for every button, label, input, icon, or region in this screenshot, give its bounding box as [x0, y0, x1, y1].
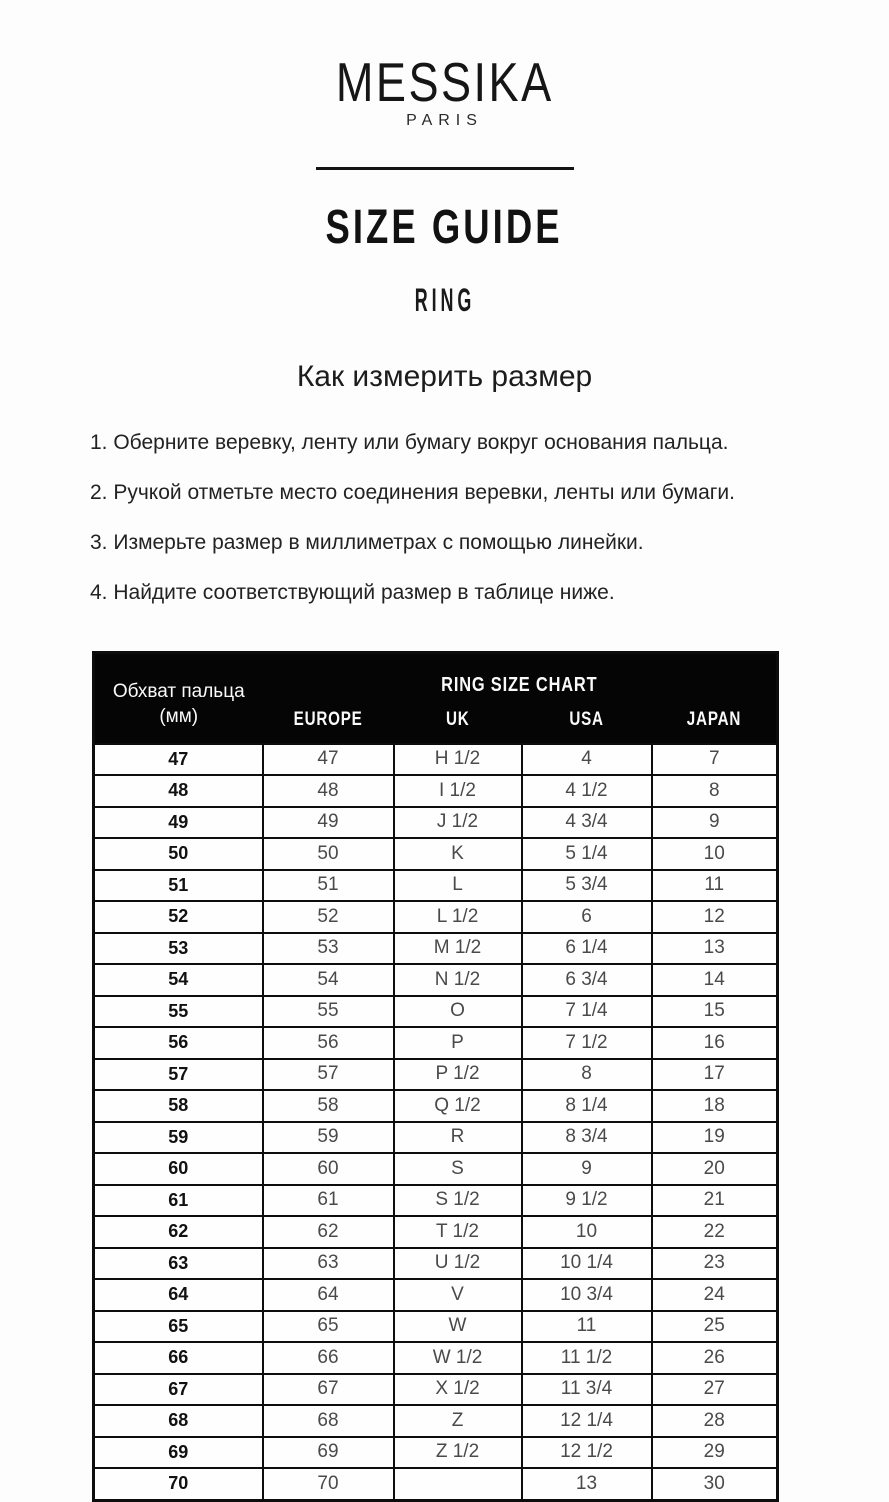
- page-title: SIZE GUIDE: [325, 201, 564, 254]
- cell-europe: 62: [263, 1216, 394, 1248]
- table-row: [94, 996, 778, 1028]
- table-row: [94, 775, 778, 807]
- cell-japan: 18: [652, 1090, 778, 1122]
- cell-usa: 9: [522, 1153, 652, 1185]
- cell-usa: 7 1/2: [522, 1027, 652, 1059]
- instruction-step-4: 4. Найдите соответствующий размер в таблице ниже.: [90, 581, 615, 605]
- cell-europe: 70: [263, 1468, 394, 1500]
- cell-usa: 7 1/4: [522, 996, 652, 1028]
- cell-europe: 61: [263, 1185, 394, 1217]
- table-header: [94, 653, 778, 744]
- cell-europe: 49: [263, 807, 394, 839]
- cell-finger-mm: 56: [94, 1027, 263, 1059]
- cell-finger-mm: 50: [94, 838, 263, 870]
- cell-japan: 23: [652, 1248, 778, 1280]
- table-row: [94, 1090, 778, 1122]
- table-row: [94, 807, 778, 839]
- cell-europe: 55: [263, 996, 394, 1028]
- cell-usa: 4 3/4: [522, 807, 652, 839]
- ring-size-table-wrap: [92, 651, 889, 1502]
- cell-usa: 6 3/4: [522, 964, 652, 996]
- table-title: RING SIZE CHART: [263, 653, 778, 697]
- cell-usa: 6: [522, 901, 652, 933]
- table-body: [94, 744, 778, 1501]
- brand-logo-text: MESSIKA: [335, 51, 554, 113]
- cell-finger-mm: 55: [94, 996, 263, 1028]
- cell-uk: Z 1/2: [394, 1437, 522, 1469]
- cell-uk: S 1/2: [394, 1185, 522, 1217]
- table-row: [94, 901, 778, 933]
- cell-usa: 11 3/4: [522, 1374, 652, 1406]
- cell-europe: 48: [263, 775, 394, 807]
- cell-japan: 9: [652, 807, 778, 839]
- cell-uk: J 1/2: [394, 807, 522, 839]
- table-row: [94, 838, 778, 870]
- cell-usa: 10: [522, 1216, 652, 1248]
- cell-europe: 51: [263, 870, 394, 902]
- cell-usa: 6 1/4: [522, 933, 652, 965]
- cell-finger-mm: 67: [94, 1374, 263, 1406]
- cell-finger-mm: 58: [94, 1090, 263, 1122]
- table-row: [94, 1185, 778, 1217]
- cell-europe: 57: [263, 1059, 394, 1091]
- cell-europe: 69: [263, 1437, 394, 1469]
- cell-japan: 10: [652, 838, 778, 870]
- cell-finger-mm: 66: [94, 1342, 263, 1374]
- cell-japan: 30: [652, 1468, 778, 1500]
- cell-usa: 12 1/2: [522, 1437, 652, 1469]
- table-row: [94, 1153, 778, 1185]
- cell-usa: 9 1/2: [522, 1185, 652, 1217]
- cell-usa: 4 1/2: [522, 775, 652, 807]
- column-header-europe: EUROPE: [263, 697, 394, 744]
- column-header-finger-mm: Обхват пальца (мм): [94, 653, 263, 744]
- cell-uk: R: [394, 1122, 522, 1154]
- table-row: [94, 1216, 778, 1248]
- cell-japan: 7: [652, 744, 778, 776]
- table-row: [94, 870, 778, 902]
- cell-usa: 10 3/4: [522, 1279, 652, 1311]
- instruction-step-2: 2. Ручкой отметьте место соединения веревки, ленты или бумаги.: [90, 481, 735, 505]
- table-row: [94, 1405, 778, 1437]
- brand-city: PARIS: [406, 112, 483, 129]
- table-row: [94, 1279, 778, 1311]
- ring-size-table: [92, 651, 779, 1502]
- cell-uk: I 1/2: [394, 775, 522, 807]
- cell-uk: Z: [394, 1405, 522, 1437]
- cell-uk: W 1/2: [394, 1342, 522, 1374]
- column-header-japan: JAPAN: [652, 697, 778, 744]
- cell-japan: 20: [652, 1153, 778, 1185]
- cell-japan: 21: [652, 1185, 778, 1217]
- cell-uk: H 1/2: [394, 744, 522, 776]
- cell-japan: 17: [652, 1059, 778, 1091]
- cell-europe: 50: [263, 838, 394, 870]
- column-header-usa: USA: [522, 697, 652, 744]
- cell-europe: 56: [263, 1027, 394, 1059]
- cell-uk: T 1/2: [394, 1216, 522, 1248]
- cell-usa: 11: [522, 1311, 652, 1343]
- cell-japan: 19: [652, 1122, 778, 1154]
- cell-japan: 24: [652, 1279, 778, 1311]
- cell-usa: 8 1/4: [522, 1090, 652, 1122]
- cell-finger-mm: 48: [94, 775, 263, 807]
- cell-finger-mm: 51: [94, 870, 263, 902]
- table-row: [94, 933, 778, 965]
- cell-uk: P: [394, 1027, 522, 1059]
- cell-europe: 64: [263, 1279, 394, 1311]
- cell-europe: 53: [263, 933, 394, 965]
- brand-divider: [316, 167, 574, 170]
- cell-europe: 58: [263, 1090, 394, 1122]
- cell-usa: 13: [522, 1468, 652, 1500]
- cell-europe: 63: [263, 1248, 394, 1280]
- cell-uk: M 1/2: [394, 933, 522, 965]
- table-row: [94, 744, 778, 776]
- cell-finger-mm: 49: [94, 807, 263, 839]
- cell-japan: 29: [652, 1437, 778, 1469]
- instruction-step-3: 3. Измерьте размер в миллиметрах с помощью линейки.: [90, 531, 644, 555]
- cell-finger-mm: 61: [94, 1185, 263, 1217]
- cell-uk: [394, 1468, 522, 1500]
- cell-japan: 11: [652, 870, 778, 902]
- cell-uk: Q 1/2: [394, 1090, 522, 1122]
- cell-uk: O: [394, 996, 522, 1028]
- cell-finger-mm: 57: [94, 1059, 263, 1091]
- cell-finger-mm: 47: [94, 744, 263, 776]
- cell-uk: N 1/2: [394, 964, 522, 996]
- cell-uk: S: [394, 1153, 522, 1185]
- cell-uk: L: [394, 870, 522, 902]
- cell-finger-mm: 62: [94, 1216, 263, 1248]
- cell-finger-mm: 52: [94, 901, 263, 933]
- cell-japan: 13: [652, 933, 778, 965]
- cell-uk: P 1/2: [394, 1059, 522, 1091]
- table-row: [94, 1374, 778, 1406]
- cell-japan: 8: [652, 775, 778, 807]
- cell-usa: 8 3/4: [522, 1122, 652, 1154]
- cell-japan: 25: [652, 1311, 778, 1343]
- table-row: [94, 1342, 778, 1374]
- cell-uk: L 1/2: [394, 901, 522, 933]
- instruction-step-1: 1. Оберните веревку, ленту или бумагу вокруг основания пальца.: [90, 431, 729, 455]
- cell-usa: 12 1/4: [522, 1405, 652, 1437]
- cell-finger-mm: 64: [94, 1279, 263, 1311]
- page-subtitle: RING: [414, 282, 475, 319]
- cell-uk: U 1/2: [394, 1248, 522, 1280]
- cell-europe: 60: [263, 1153, 394, 1185]
- cell-usa: 5 3/4: [522, 870, 652, 902]
- column-header-uk: UK: [394, 697, 522, 744]
- table-row: [94, 1248, 778, 1280]
- cell-usa: 5 1/4: [522, 838, 652, 870]
- cell-usa: 4: [522, 744, 652, 776]
- cell-finger-mm: 59: [94, 1122, 263, 1154]
- cell-japan: 14: [652, 964, 778, 996]
- table-row: [94, 1027, 778, 1059]
- table-row: [94, 964, 778, 996]
- cell-europe: 67: [263, 1374, 394, 1406]
- cell-uk: V: [394, 1279, 522, 1311]
- table-row: [94, 1437, 778, 1469]
- cell-finger-mm: 68: [94, 1405, 263, 1437]
- cell-finger-mm: 53: [94, 933, 263, 965]
- cell-europe: 65: [263, 1311, 394, 1343]
- cell-japan: 27: [652, 1374, 778, 1406]
- cell-japan: 26: [652, 1342, 778, 1374]
- cell-japan: 28: [652, 1405, 778, 1437]
- section-heading: Как измерить размер: [296, 360, 593, 394]
- cell-finger-mm: 70: [94, 1468, 263, 1500]
- cell-finger-mm: 69: [94, 1437, 263, 1469]
- cell-japan: 16: [652, 1027, 778, 1059]
- table-row: [94, 1122, 778, 1154]
- table-row: [94, 1059, 778, 1091]
- cell-usa: 10 1/4: [522, 1248, 652, 1280]
- cell-finger-mm: 60: [94, 1153, 263, 1185]
- brand-logo: [0, 0, 889, 113]
- cell-japan: 22: [652, 1216, 778, 1248]
- cell-usa: 8: [522, 1059, 652, 1091]
- cell-europe: 52: [263, 901, 394, 933]
- table-row: [94, 1468, 778, 1500]
- cell-europe: 68: [263, 1405, 394, 1437]
- cell-europe: 66: [263, 1342, 394, 1374]
- cell-uk: W: [394, 1311, 522, 1343]
- cell-uk: X 1/2: [394, 1374, 522, 1406]
- instructions-list: [90, 431, 829, 605]
- cell-europe: 54: [263, 964, 394, 996]
- cell-japan: 15: [652, 996, 778, 1028]
- cell-finger-mm: 63: [94, 1248, 263, 1280]
- cell-europe: 59: [263, 1122, 394, 1154]
- table-row: [94, 1311, 778, 1343]
- cell-finger-mm: 65: [94, 1311, 263, 1343]
- cell-japan: 12: [652, 901, 778, 933]
- cell-finger-mm: 54: [94, 964, 263, 996]
- cell-usa: 11 1/2: [522, 1342, 652, 1374]
- cell-uk: K: [394, 838, 522, 870]
- cell-europe: 47: [263, 744, 394, 776]
